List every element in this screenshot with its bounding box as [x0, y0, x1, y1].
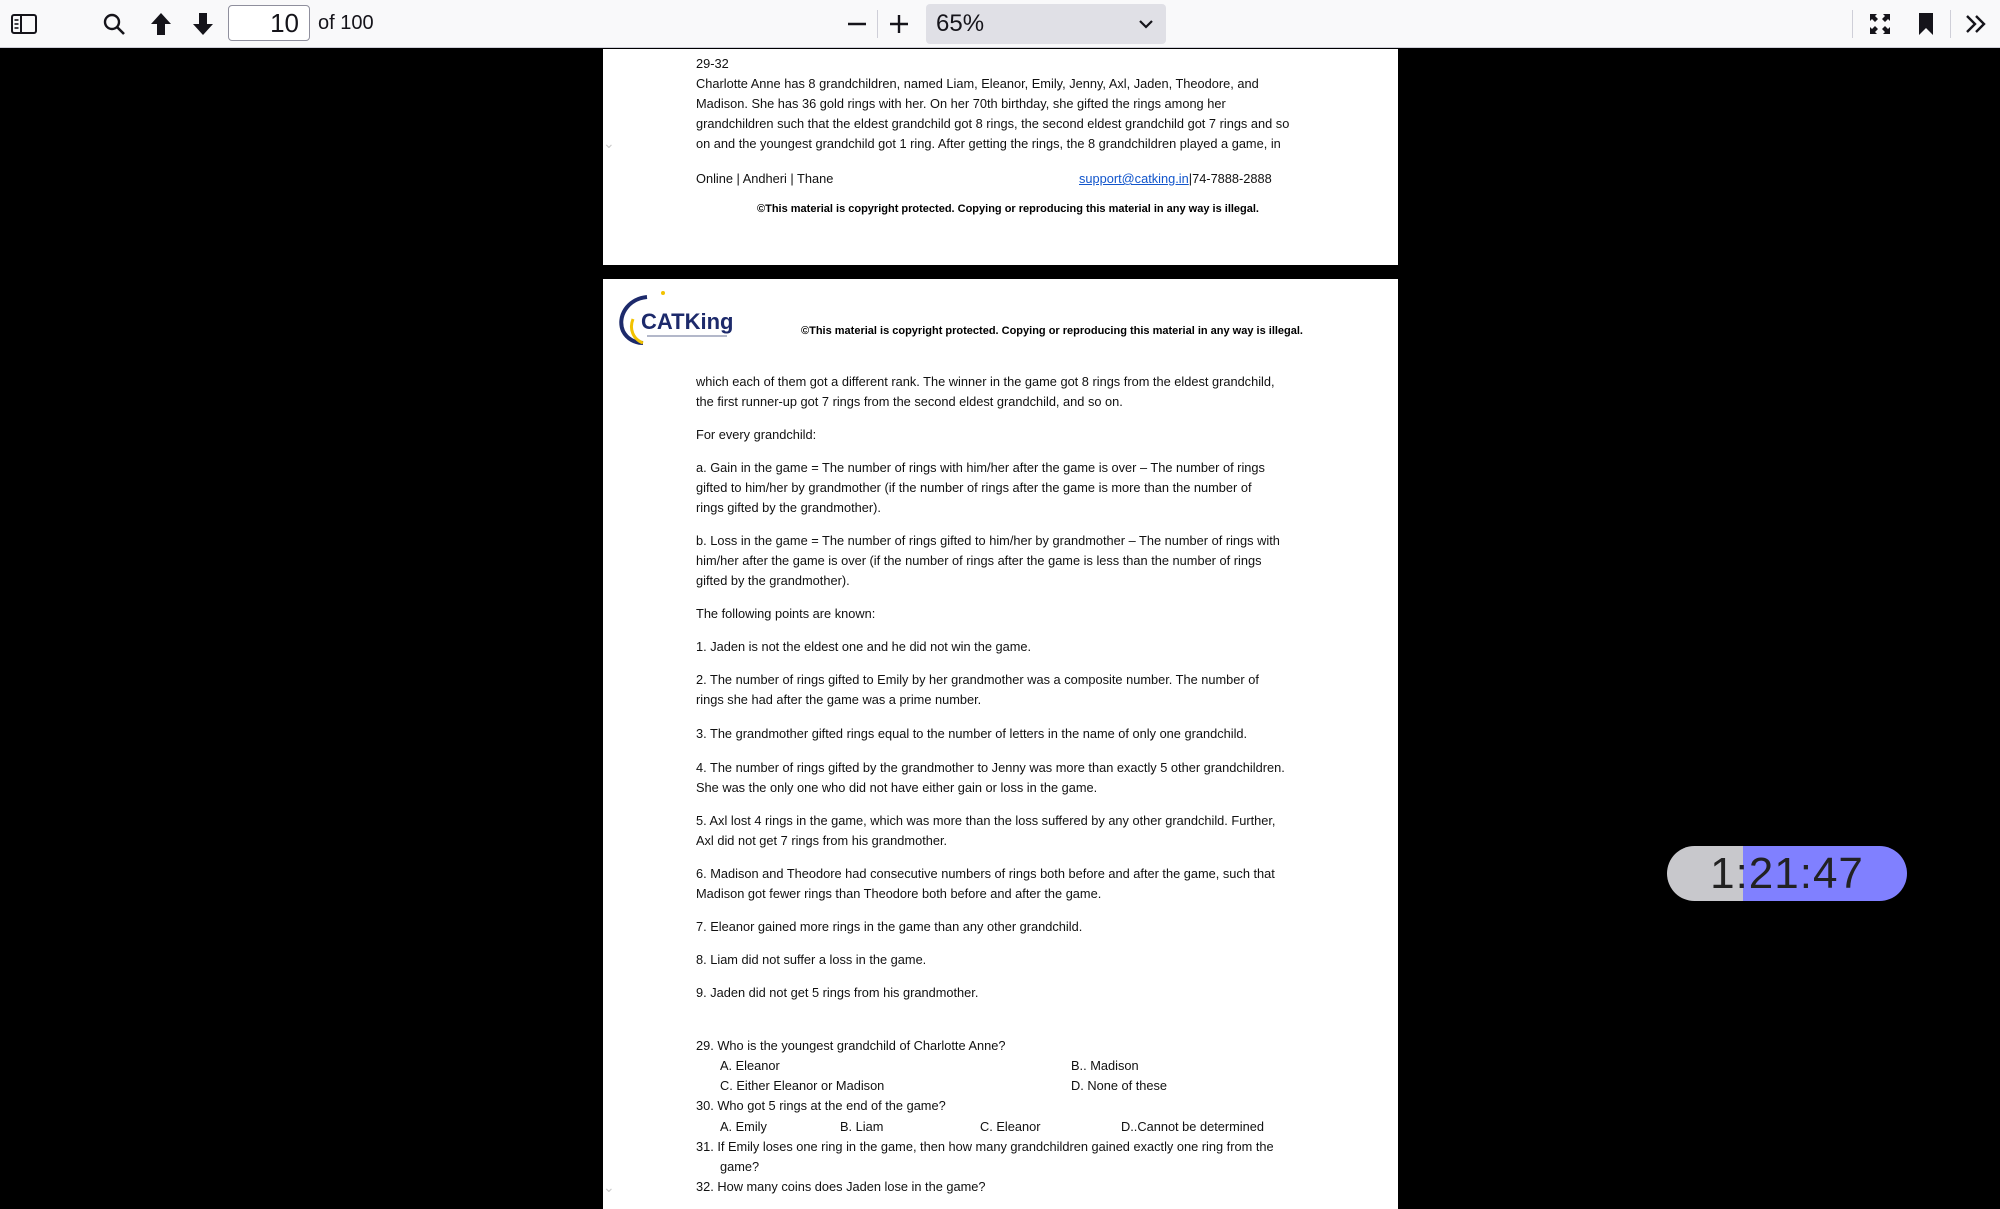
tools-menu-icon[interactable]: [1960, 0, 1992, 48]
question-range: 29-32: [696, 56, 729, 71]
next-page-icon[interactable]: [190, 0, 216, 48]
copyright-notice: ©This material is copyright protected. Copying or reproducing this material in any way is illegal.: [757, 203, 1259, 215]
text-line: For every grandchild:: [696, 427, 817, 442]
logo-text: CATKing: [641, 309, 734, 334]
question-31: game?: [720, 1159, 760, 1174]
text-line: The following points are known:: [696, 606, 876, 621]
pdf-toolbar: [0, 0, 2000, 48]
sidebar-toggle-icon[interactable]: [8, 0, 40, 48]
option-d: D. None of these: [1071, 1078, 1168, 1093]
catking-logo: [617, 289, 737, 347]
clue-point: 1. Jaden is not the eldest one and he did not win the game.: [696, 639, 1032, 654]
presentation-mode-icon[interactable]: [1864, 0, 1896, 48]
footer-contact: [1079, 169, 1339, 189]
clue-point: She was the only one who did not have either gain or loss in the game.: [696, 780, 1098, 795]
option-a: A. Eleanor: [720, 1058, 780, 1073]
copyright-notice: ©This material is copyright protected. Copying or reproducing this material in any way is illegal.: [801, 325, 1303, 337]
clue-point: 4. The number of rings gifted by the grandmother to Jenny was more than exactly 5 other grandchildren.: [696, 760, 1285, 775]
clue-point: Axl did not get 7 rings from his grandmother.: [696, 833, 948, 848]
option-a: A. Emily: [720, 1119, 767, 1134]
pdf-page: [603, 49, 1398, 265]
text-line: the first runner-up got 7 rings from the second eldest grandchild, and so on.: [696, 394, 1123, 409]
clue-point: rings she had after the game was a prime number.: [696, 692, 982, 707]
text-line: Charlotte Anne has 8 grandchildren, named Liam, Eleanor, Emily, Jenny, Axl, Jaden, Theodore, and: [696, 76, 1259, 91]
timer-value: 1:21:47: [1710, 849, 1864, 898]
loss-definition: him/her after the game is over (if the number of rings after the game is less than the number of rings: [696, 553, 1262, 568]
footer-phone: |74-7888-2888: [1188, 171, 1272, 186]
search-icon[interactable]: [100, 0, 128, 48]
page-edge-marker: ⌄: [603, 1179, 615, 1195]
clue-point: 6. Madison and Theodore had consecutive numbers of rings both before and after the game, such that: [696, 866, 1275, 881]
support-email-link[interactable]: support@catking.in: [1079, 171, 1189, 186]
zoom-in-icon[interactable]: [884, 0, 914, 48]
option-b: B.. Madison: [1071, 1058, 1139, 1073]
clue-point: 5. Axl lost 4 rings in the game, which was more than the loss suffered by any other grandchild. Further,: [696, 813, 1276, 828]
pdf-page: [603, 279, 1398, 1209]
gain-definition: a. Gain in the game = The number of rings with him/her after the game is over – The number of rings: [696, 460, 1265, 475]
page-count-label: of 100: [318, 12, 374, 34]
text-line: grandchildren such that the eldest grandchild got 8 rings, the second eldest grandchild got 7 rings and so: [696, 116, 1290, 131]
text-line: which each of them got a different rank. The winner in the game got 8 rings from the eldest grandchild,: [696, 374, 1275, 389]
clue-point: 9. Jaden did not get 5 rings from his grandmother.: [696, 985, 979, 1000]
question-31: 31. If Emily loses one ring in the game, then how many grandchildren gained exactly one ring from the: [696, 1139, 1274, 1154]
toolbar-divider: [1950, 10, 1951, 38]
clue-point: 8. Liam did not suffer a loss in the game.: [696, 952, 927, 967]
loss-definition: gifted by the grandmother).: [696, 573, 850, 588]
text-line: Madison. She has 36 gold rings with her. On her 70th birthday, she gifted the rings among her: [696, 96, 1226, 111]
page-number-input[interactable]: [228, 5, 310, 41]
zoom-value: 65%: [936, 10, 985, 37]
page-edge-marker: ⌄: [603, 135, 615, 151]
question-29: 29. Who is the youngest grandchild of Charlotte Anne?: [696, 1038, 1006, 1053]
gain-definition: rings gifted by the grandmother).: [696, 500, 881, 515]
option-d: D..Cannot be determined: [1121, 1119, 1264, 1134]
zoom-out-icon[interactable]: [842, 0, 872, 48]
toolbar-divider: [1852, 10, 1853, 38]
loss-definition: b. Loss in the game = The number of rings gifted to him/her by grandmother – The number of rings with: [696, 533, 1280, 548]
footer-locations: Online | Andheri | Thane: [696, 171, 834, 186]
question-32: 32. How many coins does Jaden lose in the game?: [696, 1179, 986, 1194]
text-line: on and the youngest grandchild got 1 ring. After getting the rings, the 8 grandchildren played a game, in: [696, 136, 1281, 151]
clue-point: 3. The grandmother gifted rings equal to the number of letters in the name of only one grandchild.: [696, 726, 1248, 741]
countdown-timer[interactable]: [1667, 846, 1907, 901]
gain-definition: gifted to him/her by grandmother (if the number of rings after the game is more than the number of: [696, 480, 1252, 495]
clue-point: 2. The number of rings gifted to Emily by her grandmother was a composite number. The number of: [696, 672, 1259, 687]
clue-point: 7. Eleanor gained more rings in the game than any other grandchild.: [696, 919, 1083, 934]
option-c: C. Eleanor: [980, 1119, 1041, 1134]
clue-point: Madison got fewer rings than Theodore both before and after the game.: [696, 886, 1102, 901]
bookmark-icon[interactable]: [1912, 0, 1940, 48]
zoom-select[interactable]: [926, 4, 1166, 44]
question-30: 30. Who got 5 rings at the end of the game?: [696, 1098, 946, 1113]
chevron-down-icon: [1138, 16, 1154, 32]
option-c: C. Either Eleanor or Madison: [720, 1078, 885, 1093]
previous-page-icon[interactable]: [148, 0, 174, 48]
toolbar-divider: [877, 10, 878, 38]
option-b: B. Liam: [840, 1119, 884, 1134]
